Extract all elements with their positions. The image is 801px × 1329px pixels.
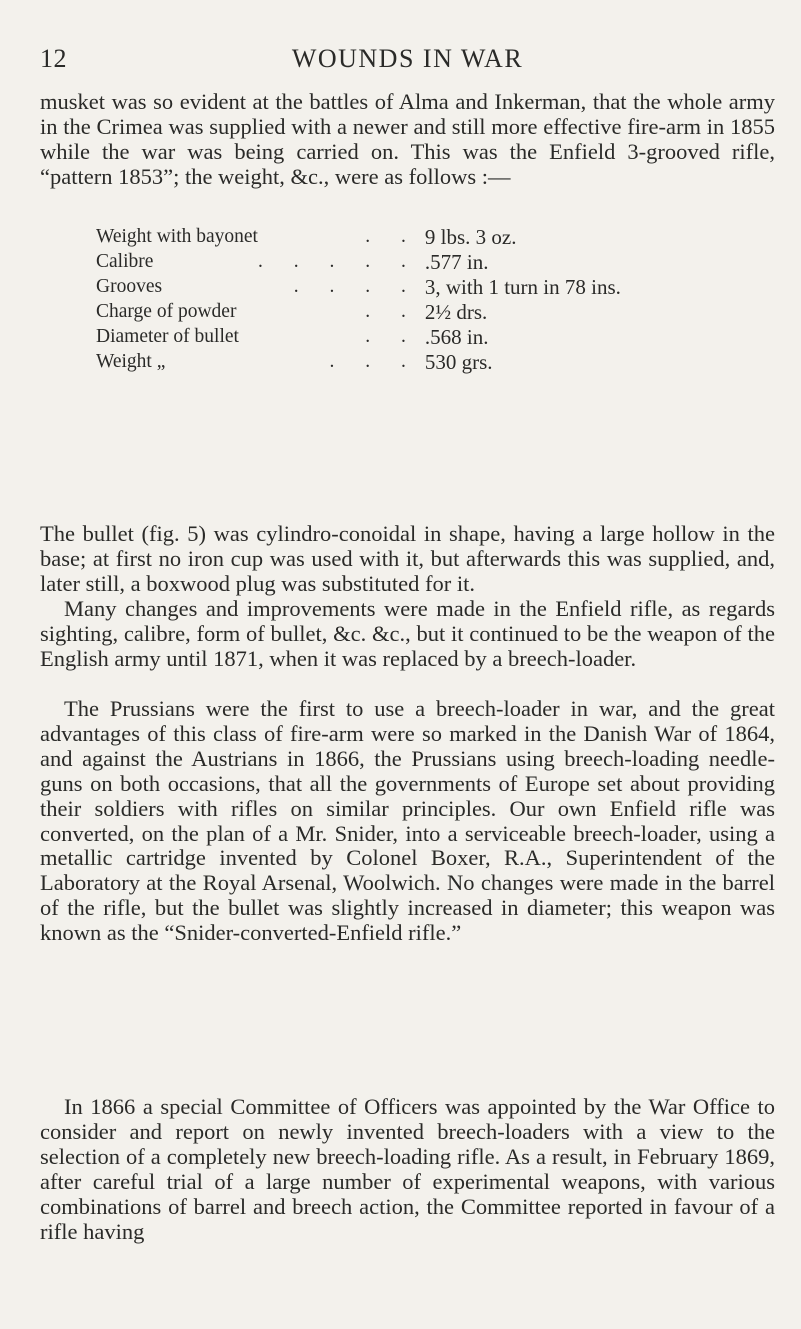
spec-value: 530 grs.	[424, 349, 493, 374]
paragraph-prussian-breech-loader: The Prussians were the first to use a breech-loader in war, and the great advantages of this class of fire-arm were so marked in the Danish War of 1864, and against the Austrians in 1866, the Prussians using breech-loading needle-guns on both occasions, that all the governments of Europe set about providing their soldiers with rifles on similar principles. Our own Enfield rifle was converted, on the plan of a Mr. Snider, into a serviceable breech-loader, using a metallic cartridge invented by Colonel Boxer, R.A., Superintendent of the Laboratory at the Royal Arsenal, Woolwich. No changes were made in the barrel of the rifle, but the bullet was slightly increased in diameter; this weapon was known as the “Snider-converted-Enfield rifle.”	[40, 696, 775, 946]
paragraph-enfield-intro: musket was so evident at the battles of Alma and Inkerman, that the whole army in the Crimea was supplied with a newer and still more effective fire-arm in 1855 while the war was being carried on. This was the Enfield 3-grooved rifle, “pattern 1853”; the weight, &c., were as follows :—	[40, 89, 775, 189]
spec-value: 3, with 1 turn in 78 ins.	[424, 274, 621, 299]
spec-value: 9 lbs. 3 oz.	[424, 225, 517, 249]
spec-row	[96, 275, 621, 300]
spec-label: Weight „	[96, 350, 166, 372]
spec-row	[96, 250, 621, 275]
spec-row	[96, 325, 621, 350]
spec-leader-dots: . .	[365, 300, 419, 322]
spec-leader-dots: . .	[365, 325, 419, 347]
spec-label: Calibre	[96, 250, 154, 272]
running-title: WOUNDS IN WAR	[291, 44, 524, 73]
spec-leader-dots: . . .	[329, 350, 419, 372]
spec-row	[96, 350, 621, 375]
paragraph-enfield-changes: Many changes and improvements were made in the Enfield rifle, as regards sighting, calibre, form of bullet, &c. &c., but it continued to be the weapon of the English army until 1871, when it was replaced by a breech-loader.	[40, 596, 775, 671]
spec-label: Weight with bayonet	[96, 226, 258, 247]
spec-leader-dots: . . . .	[293, 275, 419, 297]
page-number: 12	[40, 44, 67, 73]
spec-label: Grooves	[96, 275, 163, 297]
spec-label: Diameter of bullet	[96, 325, 239, 347]
spec-value: .568 in.	[424, 324, 489, 349]
spec-leader-dots: . .	[365, 226, 419, 247]
spec-value: 2½ drs.	[424, 299, 488, 324]
paragraph-bullet-description: The bullet (fig. 5) was cylindro-conoidal in shape, having a large hollow in the base; at first no iron cup was used with it, but afterwards this was supplied, and, later still, a boxwood plug was substituted for it.	[40, 521, 775, 596]
page-header	[40, 44, 775, 78]
spec-leader-dots: . . . . .	[258, 250, 419, 272]
spec-value: .577 in.	[424, 249, 489, 274]
spec-label: Charge of powder	[96, 300, 237, 322]
spec-row	[96, 225, 621, 250]
paragraph-special-committee: In 1866 a special Committee of Officers was appointed by the War Office to consider and report on newly invented breech-loaders with a view to the selection of a completely new breech-loading rifle. As a result, in February 1869, after careful trial of a large number of experimental weapons, with various combinations of barrel and breech action, the Committee reported in favour of a rifle having	[40, 1094, 775, 1244]
rifle-specifications-table	[96, 225, 621, 374]
spec-row	[96, 300, 621, 325]
